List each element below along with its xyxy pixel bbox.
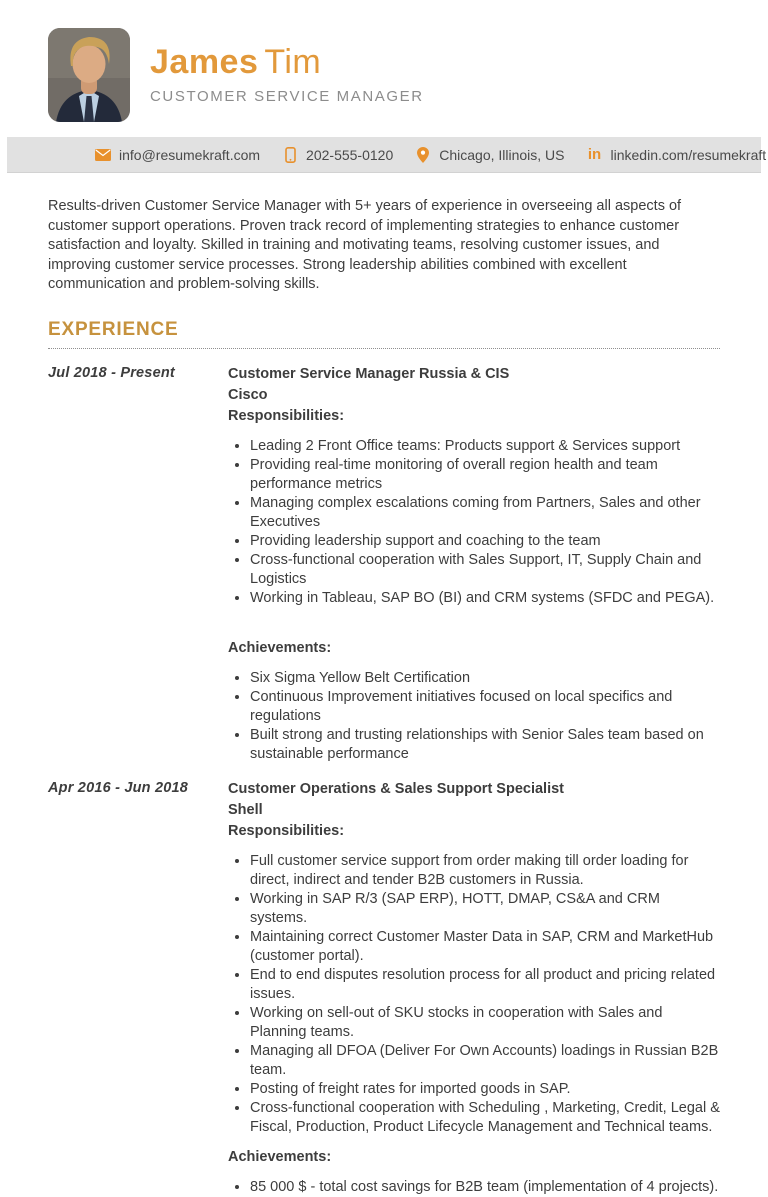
responsibility-item: • Working on sell-out of SKU stocks in cooperation with Sales and Planning teams. [250,1004,720,1042]
experience-entry [48,364,720,764]
responsibilities-label: Responsibilities: [228,822,345,839]
achievements-label: Achievements: [228,639,332,656]
email-text: info@resumekraft.com [119,146,261,163]
entry-job-title: Customer Service Manager Russia & CIS [228,365,510,382]
entry-body [228,779,720,1197]
phone-link[interactable] [282,147,393,163]
responsibility-item: • Managing all DFOA (Deliver For Own Accounts) loadings in Russian B2B team. [250,1042,720,1080]
email-link[interactable] [95,147,260,163]
professional-summary: Results-driven Customer Service Manager with 5+ years of experience in overseeing all aspects of customer support operations. Proven track record of implementing strategies to enhance customer satisfaction and loyalty. Skilled in training and motivating teams, resolving customer issues, and improving customer service processes. Strong leadership abilities combined with excellent communication and problem-solving skills. [48,198,682,292]
linkedin-icon: in [587,146,602,163]
responsibility-item: • Managing complex escalations coming from Partners, Sales and other Executives [250,494,720,532]
location-item[interactable] [415,147,564,163]
experience-entries [48,364,720,1197]
profile-photo [48,28,130,122]
contact-bar [7,137,767,173]
linkedin-link[interactable] [587,147,767,163]
person-name [150,44,424,81]
responsibility-item: • Providing real-time monitoring of overall region health and team performance metrics [250,456,720,494]
achievements-list [228,1178,720,1197]
responsibilities-list [228,437,720,608]
responsibility-item: • Working in SAP R/3 (SAP ERP), HOTT, DMAP, CS&A and CRM systems. [250,890,720,928]
location-text: Chicago, Illinois, US [439,146,565,163]
experience-section-heading: EXPERIENCE [48,319,720,349]
responsibility-item: • Working in Tableau, SAP BO (BI) and CRM systems (SFDC and PEGA). [250,589,720,608]
entry-date-range: Jul 2018 - Present [48,364,175,381]
profile-photo-illustration [48,28,130,122]
achievements-label: Achievements: [228,1148,332,1165]
responsibilities-list [228,852,720,1137]
responsibility-item: • End to end disputes resolution process for all product and pricing related issues. [250,966,720,1004]
responsibility-item: • Cross-functional cooperation with Scheduling , Marketing, Credit, Legal & Fiscal, Production, Product Lifecycle Management and Technical teams. [250,1099,720,1137]
responsibility-item: • Maintaining correct Customer Master Data in SAP, CRM and MarketHub (customer portal). [250,928,720,966]
entry-date-range: Apr 2016 - Jun 2018 [48,779,189,796]
job-title: CUSTOMER SERVICE MANAGER [150,88,424,106]
experience-entry [48,779,720,1197]
responsibility-item: • Full customer service support from order making till order loading for direct, indirect and tender B2B customers in Russia. [250,852,720,890]
location-pin-icon [415,147,431,163]
responsibility-item: • Cross-functional cooperation with Sales Support, IT, Supply Chain and Logistics [250,551,720,589]
responsibility-item: • Providing leadership support and coaching to the team [250,532,720,551]
entry-company: Shell [228,801,263,818]
first-name: James [150,43,259,81]
responsibility-item: • Posting of freight rates for imported goods in SAP. [250,1080,720,1099]
last-name: Tim [264,43,322,81]
entry-company: Cisco [228,386,268,403]
achievements-list [228,669,720,764]
responsibilities-label: Responsibilities: [228,407,345,424]
phone-text: 202-555-0120 [306,146,394,163]
resume-header [0,0,768,122]
phone-icon [282,147,298,163]
entry-body [228,364,720,764]
email-icon [95,147,111,163]
achievement-item: • Continuous Improvement initiatives focused on local specifics and regulations [250,688,720,726]
achievement-item: • Six Sigma Yellow Belt Certification [250,669,720,688]
responsibility-item: • Leading 2 Front Office teams: Products support & Services support [250,437,720,456]
name-block [150,28,424,105]
achievement-item: • 85 000 $ - total cost savings for B2B team (implementation of 4 projects). [250,1178,720,1197]
linkedin-text: linkedin.com/resumekraft [610,146,767,163]
achievement-item: • Built strong and trusting relationships with Senior Sales team based on sustainable performance [250,726,720,764]
entry-job-title: Customer Operations & Sales Support Specialist [228,780,564,797]
